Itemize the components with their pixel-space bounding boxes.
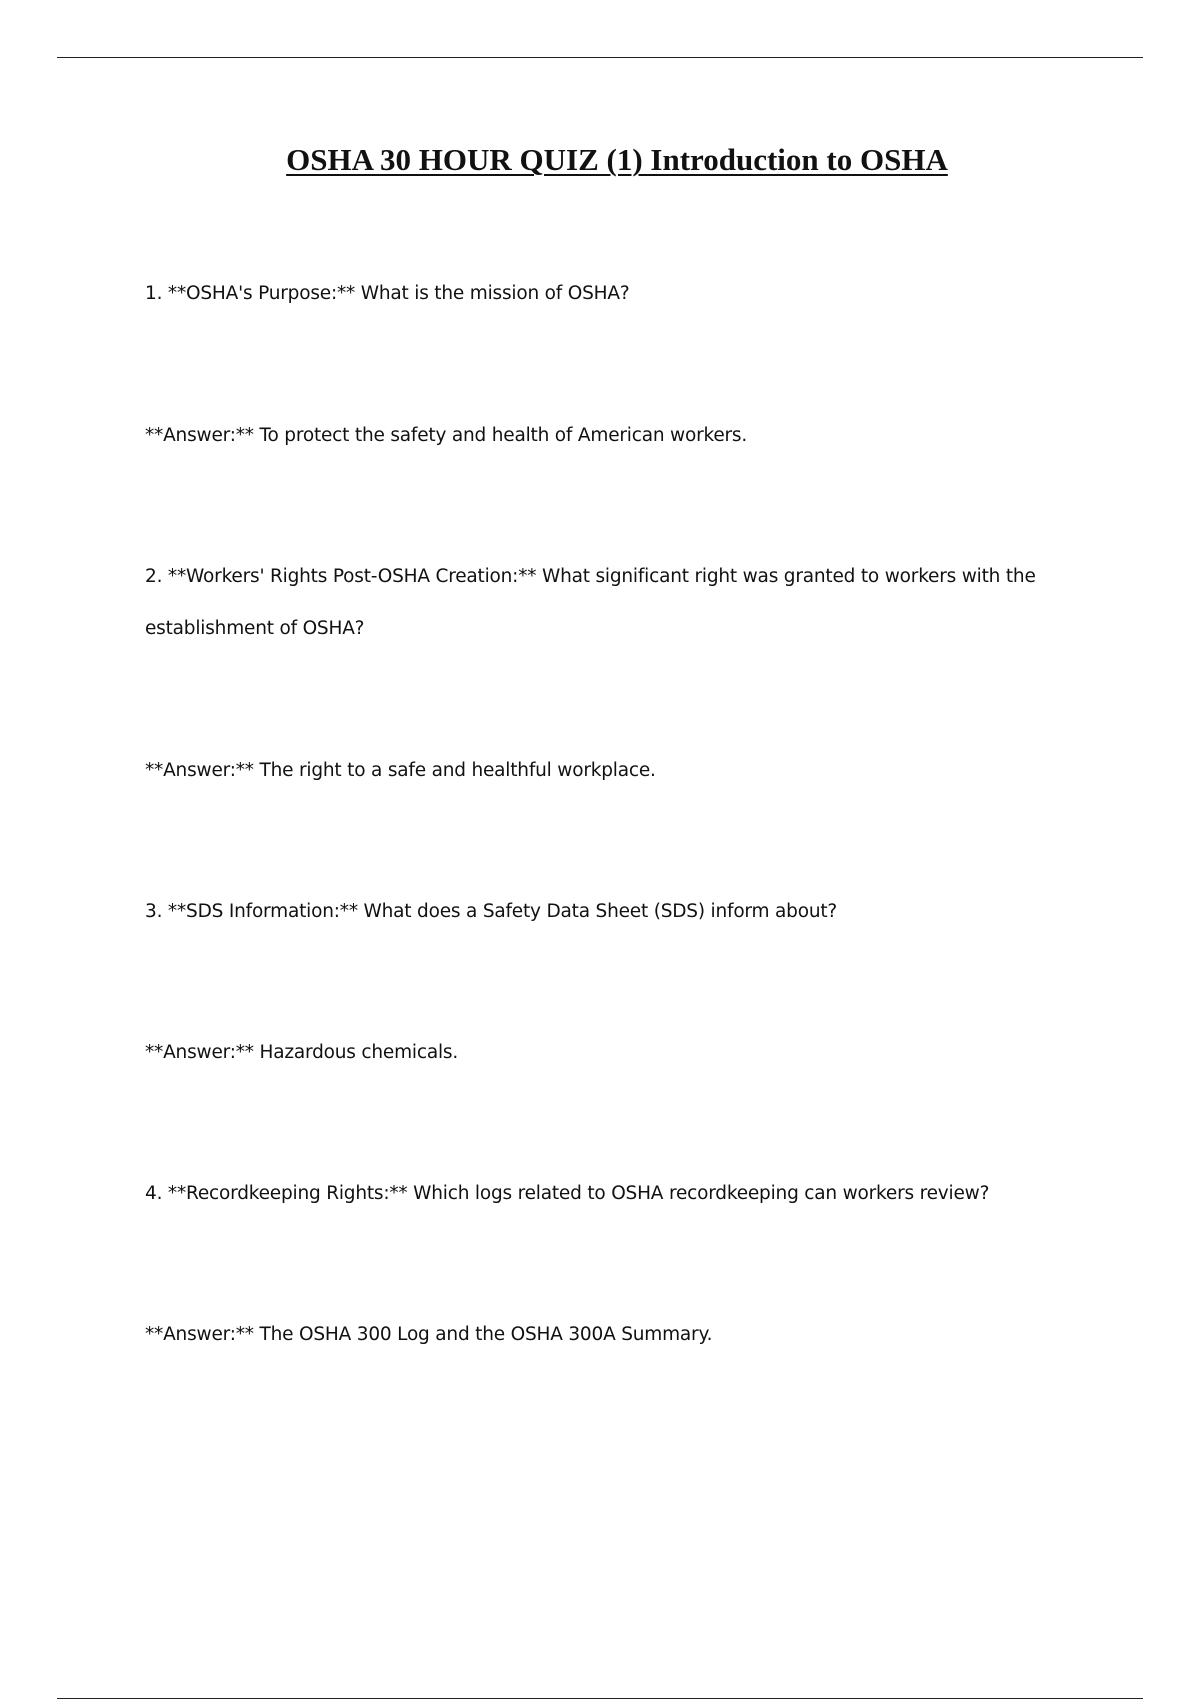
question-2-line-1: 2. **Workers' Rights Post-OSHA Creation:** What significant right was granted to workers with the [145, 566, 1036, 587]
answer-4: **Answer:** The OSHA 300 Log and the OSHA 300A Summary. [145, 1324, 713, 1345]
question-3: 3. **SDS Information:** What does a Safety Data Sheet (SDS) inform about? [145, 901, 838, 922]
answer-2: **Answer:** The right to a safe and healthful workplace. [145, 760, 656, 781]
header-rule [57, 57, 1143, 58]
answer-1: **Answer:** To protect the safety and health of American workers. [145, 425, 748, 446]
footer-rule [57, 1698, 1143, 1699]
question-2-line-2: establishment of OSHA? [145, 618, 365, 639]
answer-3: **Answer:** Hazardous chemicals. [145, 1042, 459, 1063]
question-1: 1. **OSHA's Purpose:** What is the mission of OSHA? [145, 283, 630, 304]
document-title-text: OSHA 30 HOUR QUIZ (1) Introduction to OSHA [286, 142, 948, 177]
question-4: 4. **Recordkeeping Rights:** Which logs related to OSHA recordkeeping can workers review? [145, 1183, 990, 1204]
document-title [0, 140, 1200, 180]
